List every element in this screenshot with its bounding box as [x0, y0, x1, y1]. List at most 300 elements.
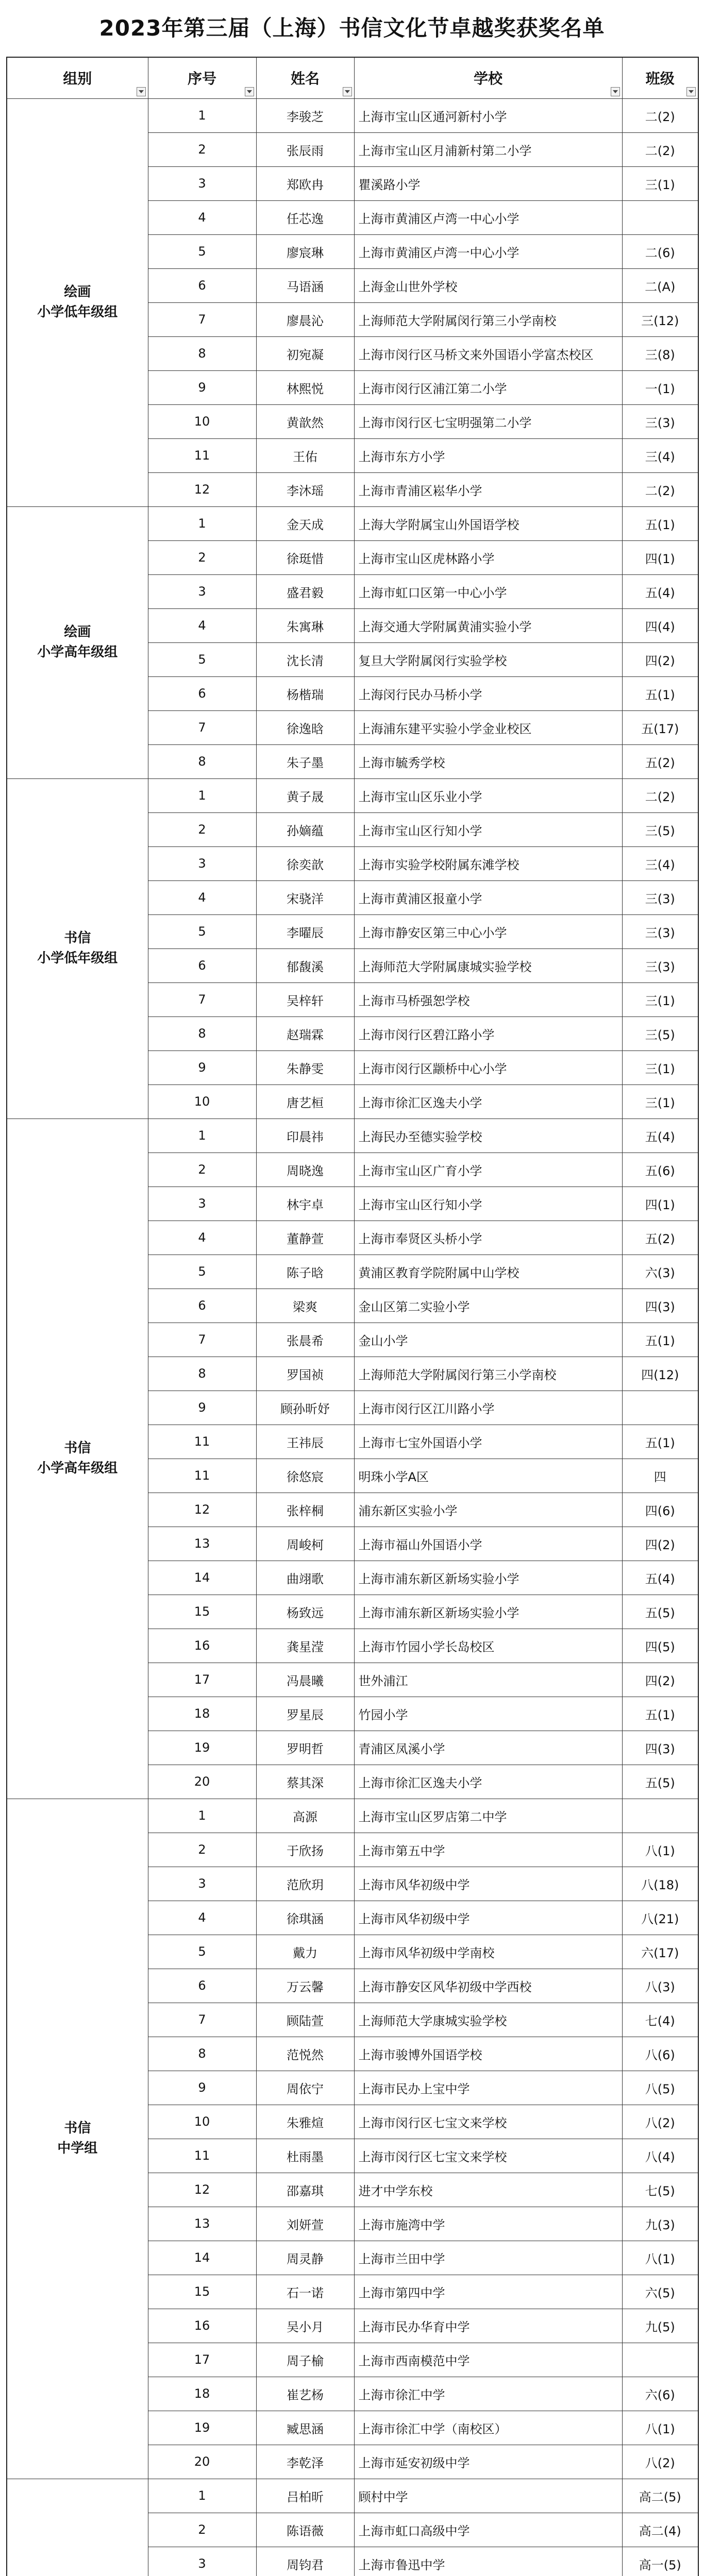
group-cell [7, 506, 148, 778]
class-name: 五(5) [622, 1595, 698, 1629]
class-name [622, 2343, 698, 2377]
row-number: 8 [148, 2037, 256, 2071]
student-name: 王祎辰 [256, 1425, 354, 1459]
row-number: 5 [148, 234, 256, 268]
school-name: 上海市第五中学 [354, 1833, 622, 1867]
student-name: 朱寓琳 [256, 608, 354, 642]
table-row [7, 98, 698, 132]
column-header-name: 姓名 [256, 57, 354, 98]
student-name: 周钧君 [256, 2547, 354, 2576]
award-table [6, 57, 699, 2576]
student-name: 杨致远 [256, 1595, 354, 1629]
student-name: 周峻柯 [256, 1527, 354, 1561]
student-name: 朱静雯 [256, 1050, 354, 1084]
row-number: 9 [148, 370, 256, 404]
school-name: 上海市鲁迅中学 [354, 2547, 622, 2576]
class-name: 八(2) [622, 2105, 698, 2139]
school-name: 上海市黄浦区卢湾一中心小学 [354, 234, 622, 268]
student-name: 徐珽惜 [256, 540, 354, 574]
student-name: 马语涵 [256, 268, 354, 302]
class-name: 八(1) [622, 1833, 698, 1867]
student-name: 廖晨沁 [256, 302, 354, 336]
group-label-line: 小学低年级组 [37, 304, 118, 320]
row-number: 3 [148, 1187, 256, 1221]
row-number: 8 [148, 1357, 256, 1391]
school-name: 上海市徐汇区逸夫小学 [354, 1084, 622, 1118]
class-name: 四(1) [622, 540, 698, 574]
row-number: 17 [148, 2343, 256, 2377]
class-name: 五(4) [622, 574, 698, 608]
class-name: 四(3) [622, 1731, 698, 1765]
student-name: 杨楷瑞 [256, 676, 354, 710]
school-name: 上海市静安区风华初级中学西校 [354, 1969, 622, 2003]
class-name: 三(5) [622, 1016, 698, 1050]
school-name: 上海市虹口高级中学 [354, 2513, 622, 2547]
class-name: 五(4) [622, 1118, 698, 1153]
table-row [7, 506, 698, 540]
group-label-line: 书信 [64, 1440, 91, 1456]
school-name: 上海市徐汇区逸夫小学 [354, 1765, 622, 1799]
class-name: 九(5) [622, 2309, 698, 2343]
school-name: 上海市宝山区广育小学 [354, 1153, 622, 1187]
class-name: 三(3) [622, 914, 698, 948]
class-name: 高二(4) [622, 2513, 698, 2547]
school-name: 上海市静安区第三中心小学 [354, 914, 622, 948]
filter-dropdown-icon[interactable] [245, 87, 254, 96]
school-name: 上海市闵行区碧江路小学 [354, 1016, 622, 1050]
student-name: 唐艺桓 [256, 1084, 354, 1118]
student-name: 顾陆萱 [256, 2003, 354, 2037]
group-cell [7, 1118, 148, 1799]
school-name: 上海市徐汇中学（南校区） [354, 2411, 622, 2445]
student-name: 张梓桐 [256, 1493, 354, 1527]
school-name: 上海市虹口区第一中心小学 [354, 574, 622, 608]
class-name: 三(4) [622, 846, 698, 880]
row-number: 8 [148, 336, 256, 370]
class-name: 八(3) [622, 1969, 698, 2003]
school-name: 上海市浦东新区新场实验小学 [354, 1561, 622, 1595]
student-name: 梁爽 [256, 1289, 354, 1323]
school-name: 上海市浦东新区新场实验小学 [354, 1595, 622, 1629]
school-name: 上海市民办华育中学 [354, 2309, 622, 2343]
class-name: 六(5) [622, 2275, 698, 2309]
row-number: 2 [148, 2513, 256, 2547]
school-name: 青浦区凤溪小学 [354, 1731, 622, 1765]
school-name: 上海闵行民办马桥小学 [354, 676, 622, 710]
row-number: 5 [148, 642, 256, 676]
row-number: 7 [148, 1323, 256, 1357]
row-number: 7 [148, 710, 256, 744]
row-number: 4 [148, 200, 256, 234]
table-row [7, 2479, 698, 2513]
student-name: 沈长清 [256, 642, 354, 676]
row-number: 1 [148, 1118, 256, 1153]
class-name: 二(6) [622, 234, 698, 268]
row-number: 15 [148, 2275, 256, 2309]
row-number: 8 [148, 1016, 256, 1050]
row-number: 1 [148, 506, 256, 540]
student-name: 朱子墨 [256, 744, 354, 778]
group-label-line: 绘画 [64, 284, 91, 300]
school-name: 上海市第四中学 [354, 2275, 622, 2309]
school-name: 金山区第二实验小学 [354, 1289, 622, 1323]
table-row [7, 1118, 698, 1153]
class-name: 八(5) [622, 2071, 698, 2105]
class-name: 五(6) [622, 1153, 698, 1187]
class-name: 三(12) [622, 302, 698, 336]
student-name: 林宇卓 [256, 1187, 354, 1221]
class-name: 四(5) [622, 1629, 698, 1663]
school-name: 上海市七宝外国语小学 [354, 1425, 622, 1459]
class-name: 四 [622, 1459, 698, 1493]
row-number: 10 [148, 1084, 256, 1118]
header-row [7, 57, 698, 98]
class-name: 三(3) [622, 880, 698, 914]
student-name: 黄子晟 [256, 778, 354, 812]
row-number: 6 [148, 948, 256, 982]
school-name: 上海市施湾中学 [354, 2207, 622, 2241]
student-name: 郑欧冉 [256, 166, 354, 200]
row-number: 12 [148, 1493, 256, 1527]
row-number: 20 [148, 2445, 256, 2479]
column-header-group: 组别 [7, 57, 148, 98]
student-name: 宋骁洋 [256, 880, 354, 914]
class-name [622, 1391, 698, 1425]
class-name: 五(1) [622, 1697, 698, 1731]
class-name: 三(1) [622, 982, 698, 1016]
school-name: 金山小学 [354, 1323, 622, 1357]
row-number: 6 [148, 1969, 256, 2003]
school-name: 上海市宝山区月浦新村第二小学 [354, 132, 622, 166]
row-number: 4 [148, 1901, 256, 1935]
row-number: 11 [148, 1425, 256, 1459]
group-cell [7, 98, 148, 506]
row-number: 2 [148, 1153, 256, 1187]
school-name: 浦东新区实验小学 [354, 1493, 622, 1527]
row-number: 12 [148, 472, 256, 506]
student-name: 罗明哲 [256, 1731, 354, 1765]
row-number: 9 [148, 1391, 256, 1425]
row-number: 9 [148, 2071, 256, 2105]
row-number: 19 [148, 1731, 256, 1765]
class-name: 四(4) [622, 608, 698, 642]
row-number: 13 [148, 1527, 256, 1561]
student-name: 吴小月 [256, 2309, 354, 2343]
filter-dropdown-icon[interactable] [137, 87, 146, 96]
row-number: 1 [148, 778, 256, 812]
class-name: 三(1) [622, 1050, 698, 1084]
class-name: 七(4) [622, 2003, 698, 2037]
school-name: 上海市闵行区江川路小学 [354, 1391, 622, 1425]
student-name: 罗星辰 [256, 1697, 354, 1731]
school-name: 上海市骏博外国语学校 [354, 2037, 622, 2071]
class-name: 八(4) [622, 2139, 698, 2173]
school-name: 上海民办至德实验学校 [354, 1118, 622, 1153]
class-name [622, 1799, 698, 1833]
student-name: 陈子晗 [256, 1255, 354, 1289]
school-name: 上海市兰田中学 [354, 2241, 622, 2275]
student-name: 董静萱 [256, 1221, 354, 1255]
student-name: 印晨祎 [256, 1118, 354, 1153]
row-number: 17 [148, 1663, 256, 1697]
class-name: 三(8) [622, 336, 698, 370]
school-name: 上海市宝山区行知小学 [354, 812, 622, 846]
student-name: 李骏芝 [256, 98, 354, 132]
student-name: 黄歆然 [256, 404, 354, 438]
column-header-class: 班级 [622, 57, 698, 98]
row-number: 6 [148, 1289, 256, 1323]
student-name: 张辰雨 [256, 132, 354, 166]
student-name: 孙嫡蕴 [256, 812, 354, 846]
school-name: 上海市闵行区马桥文来外国语小学富杰校区 [354, 336, 622, 370]
school-name: 上海市竹园小学长岛校区 [354, 1629, 622, 1663]
school-name: 上海市风华初级中学 [354, 1901, 622, 1935]
student-name: 盛君毅 [256, 574, 354, 608]
school-name: 竹园小学 [354, 1697, 622, 1731]
student-name: 李沐瑶 [256, 472, 354, 506]
row-number: 11 [148, 438, 256, 472]
class-name: 八(1) [622, 2411, 698, 2445]
row-number: 2 [148, 540, 256, 574]
class-name: 五(17) [622, 710, 698, 744]
row-number: 5 [148, 1935, 256, 1969]
student-name: 范欣玥 [256, 1867, 354, 1901]
school-name: 上海市东方小学 [354, 438, 622, 472]
class-name: 四(2) [622, 1527, 698, 1561]
student-name: 高源 [256, 1799, 354, 1833]
student-name: 林熙悦 [256, 370, 354, 404]
group-label-line: 小学高年级组 [37, 645, 118, 660]
class-name: 一(1) [622, 370, 698, 404]
school-name: 世外浦江 [354, 1663, 622, 1697]
filter-dropdown-icon[interactable] [343, 87, 352, 96]
column-header-school: 学校 [354, 57, 622, 98]
group-label-line: 书信 [64, 930, 91, 946]
student-name: 任芯逸 [256, 200, 354, 234]
student-name: 邵嘉琪 [256, 2173, 354, 2207]
row-number: 1 [148, 2479, 256, 2513]
class-name: 五(1) [622, 676, 698, 710]
class-name [622, 200, 698, 234]
school-name: 上海市马桥强恕学校 [354, 982, 622, 1016]
student-name: 崔艺杨 [256, 2377, 354, 2411]
student-name: 廖宸琳 [256, 234, 354, 268]
school-name: 上海市黄浦区卢湾一中心小学 [354, 200, 622, 234]
row-number: 4 [148, 608, 256, 642]
group-label-line: 中学组 [57, 2141, 98, 2156]
student-name: 李乾泽 [256, 2445, 354, 2479]
school-name: 上海市宝山区罗店第二中学 [354, 1799, 622, 1833]
row-number: 14 [148, 1561, 256, 1595]
filter-dropdown-icon[interactable] [686, 87, 696, 96]
school-name: 上海市宝山区行知小学 [354, 1187, 622, 1221]
school-name: 上海市宝山区虎林路小学 [354, 540, 622, 574]
group-label-line: 小学低年级组 [37, 951, 118, 966]
class-name: 三(4) [622, 438, 698, 472]
student-name: 戴力 [256, 1935, 354, 1969]
school-name: 上海交通大学附属黄浦实验小学 [354, 608, 622, 642]
row-number: 2 [148, 812, 256, 846]
row-number: 16 [148, 2309, 256, 2343]
school-name: 进才中学东校 [354, 2173, 622, 2207]
student-name: 吕柏昕 [256, 2479, 354, 2513]
school-name: 顾村中学 [354, 2479, 622, 2513]
class-name: 三(3) [622, 404, 698, 438]
class-name: 八(6) [622, 2037, 698, 2071]
group-cell [7, 1799, 148, 2479]
row-number: 1 [148, 1799, 256, 1833]
student-name: 冯晨曦 [256, 1663, 354, 1697]
student-name: 徐奕歆 [256, 846, 354, 880]
student-name: 周子榆 [256, 2343, 354, 2377]
school-name: 上海市毓秀学校 [354, 744, 622, 778]
row-number: 3 [148, 2547, 256, 2576]
class-name: 三(3) [622, 948, 698, 982]
row-number: 6 [148, 676, 256, 710]
group-cell [7, 2479, 148, 2576]
class-name: 五(1) [622, 1425, 698, 1459]
row-number: 14 [148, 2241, 256, 2275]
class-name: 三(1) [622, 166, 698, 200]
school-name: 上海师范大学附属闵行第三小学南校 [354, 1357, 622, 1391]
class-name: 二(2) [622, 98, 698, 132]
row-number: 18 [148, 1697, 256, 1731]
student-name: 周灵静 [256, 2241, 354, 2275]
school-name: 黄浦区教育学院附属中山学校 [354, 1255, 622, 1289]
student-name: 郁馥溪 [256, 948, 354, 982]
school-name: 上海市青浦区崧华小学 [354, 472, 622, 506]
row-number: 15 [148, 1595, 256, 1629]
class-name: 三(1) [622, 1084, 698, 1118]
student-name: 刘妍萱 [256, 2207, 354, 2241]
class-name: 五(1) [622, 506, 698, 540]
student-name: 张晨希 [256, 1323, 354, 1357]
row-number: 19 [148, 2411, 256, 2445]
school-name: 上海市宝山区乐业小学 [354, 778, 622, 812]
school-name: 上海市西南模范中学 [354, 2343, 622, 2377]
class-name: 六(17) [622, 1935, 698, 1969]
row-number: 4 [148, 1221, 256, 1255]
class-name: 九(3) [622, 2207, 698, 2241]
row-number: 2 [148, 1833, 256, 1867]
student-name: 龚星滢 [256, 1629, 354, 1663]
class-name: 四(2) [622, 1663, 698, 1697]
row-number: 7 [148, 982, 256, 1016]
school-name: 上海师范大学附属闵行第三小学南校 [354, 302, 622, 336]
table-body [7, 98, 698, 2576]
student-name: 陈语薇 [256, 2513, 354, 2547]
class-name: 五(2) [622, 1221, 698, 1255]
school-name: 上海师范大学康城实验学校 [354, 2003, 622, 2037]
class-name: 高二(5) [622, 2479, 698, 2513]
class-name: 五(4) [622, 1561, 698, 1595]
student-name: 吴梓轩 [256, 982, 354, 1016]
student-name: 周晓逸 [256, 1153, 354, 1187]
class-name: 高一(5) [622, 2547, 698, 2576]
row-number: 3 [148, 166, 256, 200]
student-name: 范悦然 [256, 2037, 354, 2071]
student-name: 李曜辰 [256, 914, 354, 948]
student-name: 石一诺 [256, 2275, 354, 2309]
student-name: 王佑 [256, 438, 354, 472]
row-number: 5 [148, 1255, 256, 1289]
school-name: 瞿溪路小学 [354, 166, 622, 200]
student-name: 徐悠宸 [256, 1459, 354, 1493]
group-label-line: 小学高年级组 [37, 1461, 118, 1476]
student-name: 赵瑞霖 [256, 1016, 354, 1050]
row-number: 10 [148, 404, 256, 438]
student-name: 罗国祯 [256, 1357, 354, 1391]
class-name: 四(1) [622, 1187, 698, 1221]
row-number: 2 [148, 132, 256, 166]
student-name: 于欣扬 [256, 1833, 354, 1867]
student-name: 蔡其深 [256, 1765, 354, 1799]
class-name: 四(2) [622, 642, 698, 676]
student-name: 周依宁 [256, 2071, 354, 2105]
school-name: 上海浦东建平实验小学金业校区 [354, 710, 622, 744]
school-name: 明珠小学A区 [354, 1459, 622, 1493]
school-name: 上海大学附属宝山外国语学校 [354, 506, 622, 540]
school-name: 上海师范大学附属康城实验学校 [354, 948, 622, 982]
school-name: 上海市风华初级中学南校 [354, 1935, 622, 1969]
row-number: 7 [148, 302, 256, 336]
row-number: 20 [148, 1765, 256, 1799]
class-name: 二(A) [622, 268, 698, 302]
row-number: 11 [148, 2139, 256, 2173]
class-name: 二(2) [622, 472, 698, 506]
school-name: 上海市奉贤区头桥小学 [354, 1221, 622, 1255]
row-number: 18 [148, 2377, 256, 2411]
school-name: 上海市闵行区七宝文来学校 [354, 2105, 622, 2139]
row-number: 5 [148, 914, 256, 948]
row-number: 16 [148, 1629, 256, 1663]
row-number: 13 [148, 2207, 256, 2241]
class-name: 八(21) [622, 1901, 698, 1935]
student-name: 顾孙昕妤 [256, 1391, 354, 1425]
row-number: 3 [148, 574, 256, 608]
school-name: 上海市徐汇中学 [354, 2377, 622, 2411]
row-number: 6 [148, 268, 256, 302]
school-name: 上海市风华初级中学 [354, 1867, 622, 1901]
class-name: 五(5) [622, 1765, 698, 1799]
school-name: 上海市民办上宝中学 [354, 2071, 622, 2105]
class-name: 六(6) [622, 2377, 698, 2411]
class-name: 二(2) [622, 778, 698, 812]
class-name: 八(18) [622, 1867, 698, 1901]
column-header-no: 序号 [148, 57, 256, 98]
school-name: 上海市闵行区浦江第二小学 [354, 370, 622, 404]
school-name: 上海市宝山区通河新村小学 [354, 98, 622, 132]
class-name: 四(6) [622, 1493, 698, 1527]
table-row [7, 1799, 698, 1833]
student-name: 臧思涵 [256, 2411, 354, 2445]
row-number: 9 [148, 1050, 256, 1084]
school-name: 上海市闵行区颛桥中心小学 [354, 1050, 622, 1084]
class-name: 六(3) [622, 1255, 698, 1289]
school-name: 上海市黄浦区报童小学 [354, 880, 622, 914]
row-number: 12 [148, 2173, 256, 2207]
filter-dropdown-icon[interactable] [611, 87, 620, 96]
school-name: 复旦大学附属闵行实验学校 [354, 642, 622, 676]
class-name: 四(12) [622, 1357, 698, 1391]
student-name: 曲翊歌 [256, 1561, 354, 1595]
class-name: 八(1) [622, 2241, 698, 2275]
row-number: 3 [148, 846, 256, 880]
group-cell [7, 778, 148, 1118]
group-label-line: 绘画 [64, 624, 91, 640]
class-name: 八(2) [622, 2445, 698, 2479]
student-name: 杜雨墨 [256, 2139, 354, 2173]
